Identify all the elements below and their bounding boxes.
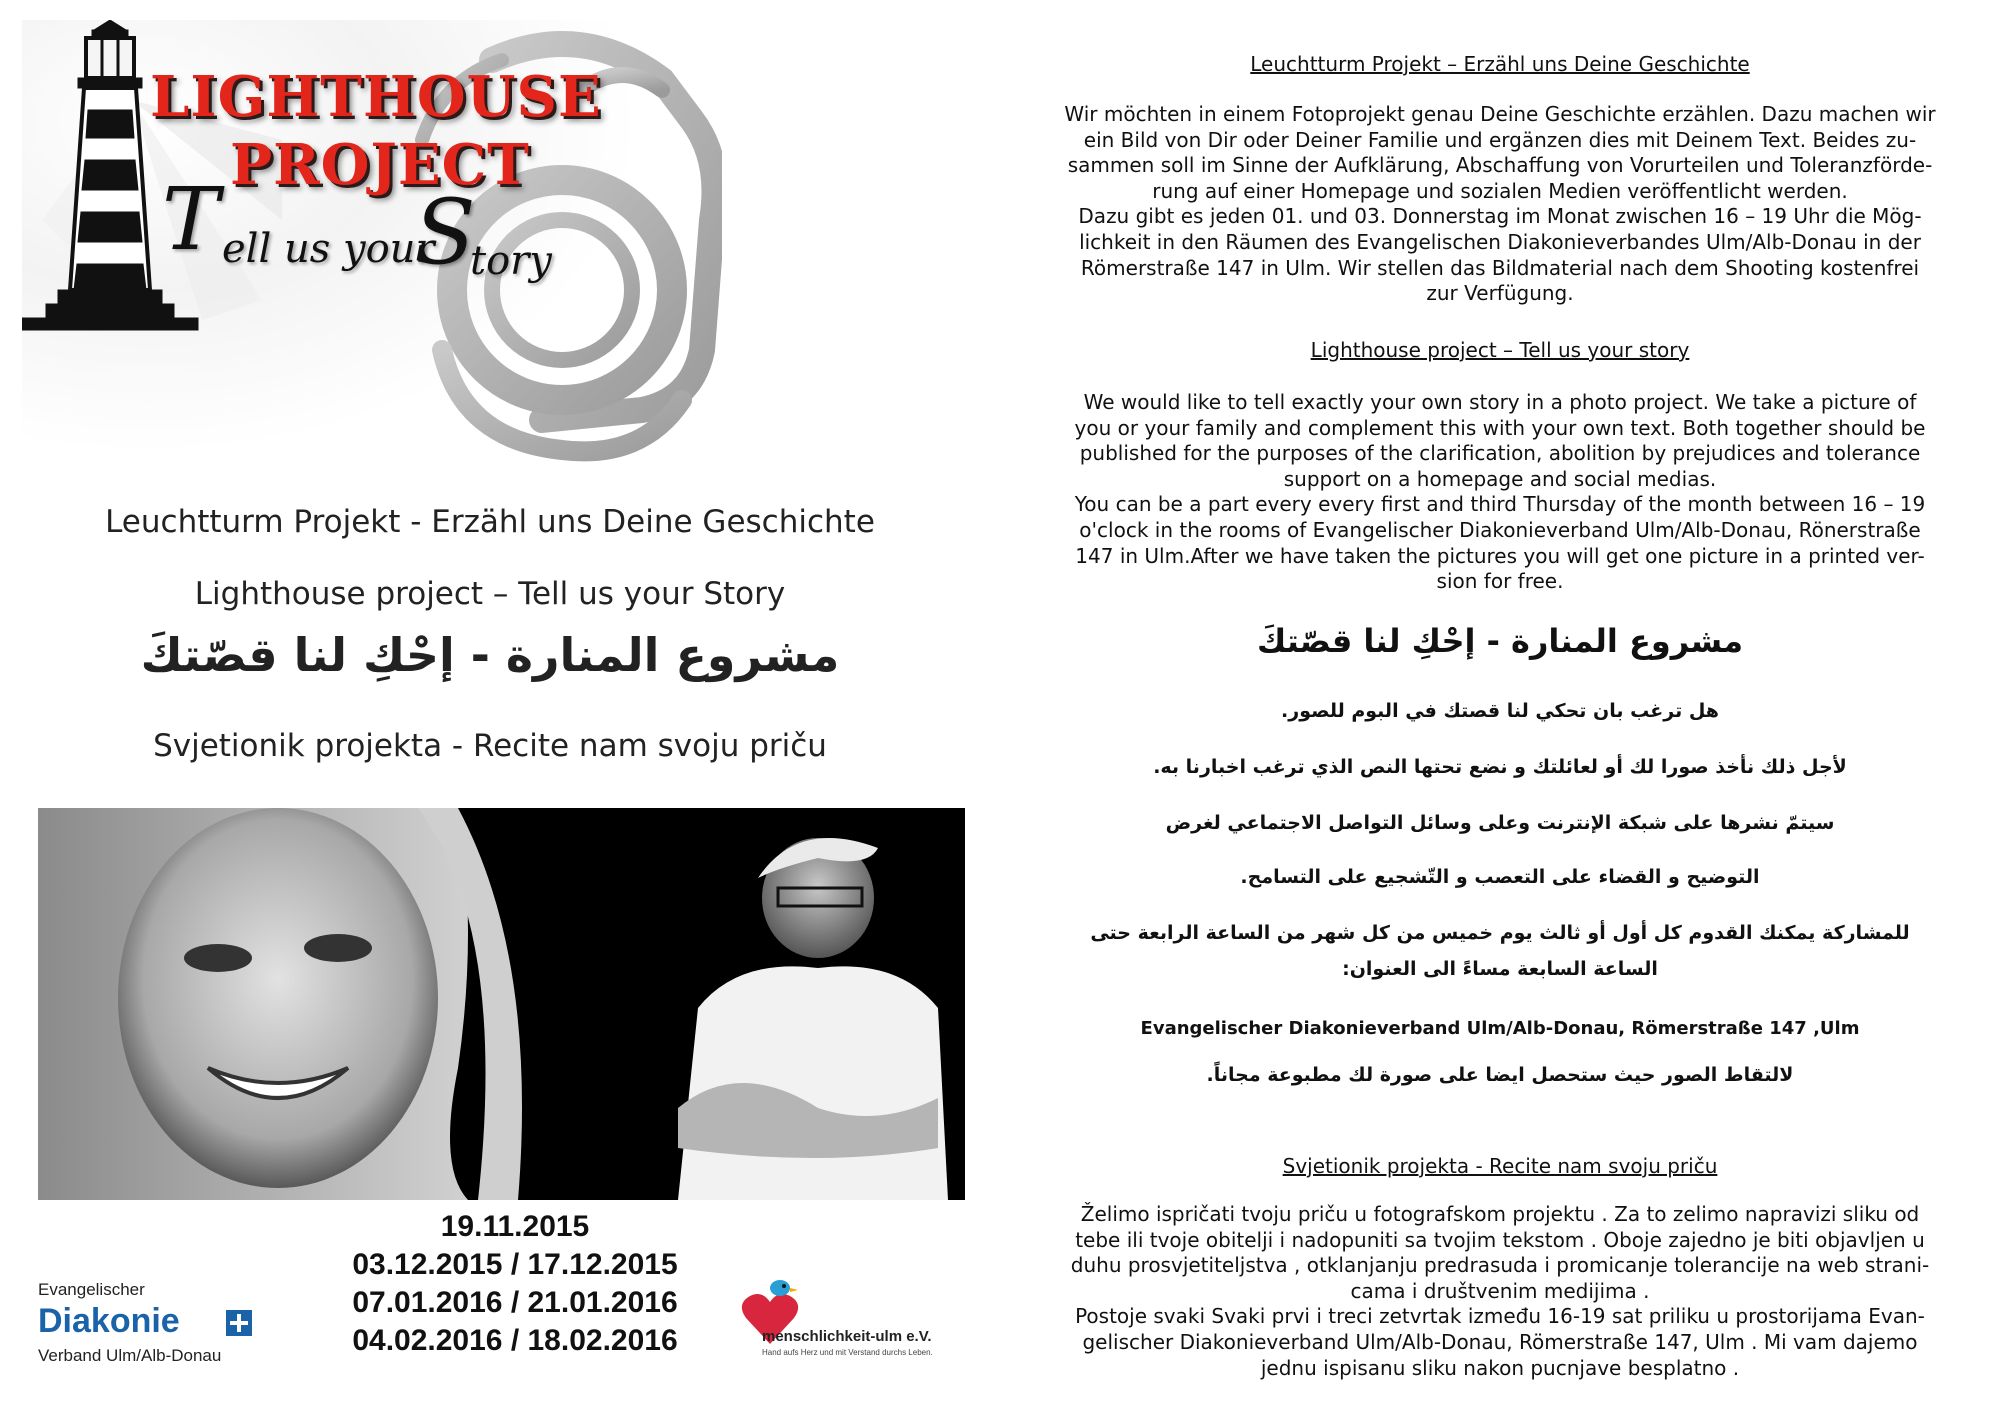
diakonie-logo-line1: Evangelischer: [38, 1280, 145, 1299]
paragraph-line: Želimo ispričati tvoju priču u fotografskom projektu . Za to zelimo napravizi sliku od: [1080, 1202, 1920, 1226]
title-arabic: مشروع المنارة - إحْكِ لنا قصّتكَ: [140, 628, 840, 682]
heading-english: Lighthouse project – Tell us your story: [1310, 338, 1690, 362]
title-english: Lighthouse project – Tell us your Story: [194, 576, 786, 612]
paragraph-line: sammen soll im Sinne der Aufklärung, Abschaffung von Vorurteilen und Toleranzförde-: [1067, 153, 1933, 178]
paragraph-line: zur Verfügung.: [1426, 281, 1574, 306]
menschlichkeit-logo: [740, 1270, 964, 1380]
diakonie-logo-line3: Verband Ulm/Alb-Donau: [38, 1346, 222, 1365]
arabic-line: لأجل ذلك نأخذ صورا لك أو لعائلتك و نضع تحتها النص الذي ترغب اخبارنا به.: [1153, 756, 1847, 778]
paragraph-line: gelischer Diakonieverband Ulm/Alb-Donau, Römerstraße 147, Ulm . Mi vam dajemo: [1082, 1329, 1918, 1354]
portrait-photo: [38, 808, 965, 1200]
paragraph-bosnian: [1030, 1202, 1970, 1381]
logo-script-tell-us-your: ell us your: [222, 226, 435, 272]
paragraph-line: Dazu gibt es jeden 01. und 03. Donnerstag im Monat zwischen 16 – 19 Uhr die Mög-: [1078, 204, 1922, 229]
diakonie-logo: [38, 1280, 268, 1370]
paragraph-line: rung auf einer Homepage und sozialen Medien veröffentlicht werden.: [1152, 178, 1848, 203]
paragraph-line: Postoje svaki Svaki prvi i treci zetvrtak između 16-19 sat priliku u prostorijama Evan-: [1075, 1304, 1925, 1329]
menschlichkeit-tagline: Hand aufs Herz und mit Verstand durchs Leben.: [762, 1348, 933, 1357]
date-line: 04.02.2016 / 18.02.2016: [352, 1324, 678, 1357]
logo-script-s: S: [414, 180, 476, 285]
logo-title-project: PROJECT: [230, 132, 530, 198]
logo-script-t: T: [162, 170, 220, 270]
date-line: 19.11.2015: [440, 1210, 590, 1243]
paragraph-line: lichkeit in den Räumen des Evangelischen Diakonieverbandes Ulm/Alb-Donau in der: [1079, 229, 1921, 254]
date-line: 03.12.2015 / 17.12.2015: [352, 1248, 678, 1281]
date-line: 07.01.2016 / 21.01.2016: [352, 1286, 678, 1319]
arabic-line: للمشاركة يمكنك القدوم كل أول أو ثالث يوم خميس من كل شهر من الساعة الرابعة حتى: [1090, 922, 1910, 944]
paragraph-line: ein Bild von Dir oder Deiner Familie und ergänzen dies mit Deinem Text. Beides zu-: [1083, 127, 1917, 152]
arabic-line: لالتقاط الصور حيث ستحصل ايضا على صورة لك مطبوعة مجاناً.: [1206, 1064, 1794, 1086]
paragraph-german: [1030, 102, 1970, 307]
paragraph-line: duhu prosvjetiteljstva , otklanjanju predrasuda i promicanje tolerancije na web strani-: [1070, 1253, 1930, 1278]
paragraph-line: published for the purposes of the clarification, abolition by prejudices and tolerance: [1079, 441, 1921, 466]
paragraph-line: You can be a part every every first and third Thursday of the month between 16 – 19: [1074, 492, 1926, 517]
logo-title-lighthouse: LIGHTHOUSE: [150, 64, 602, 130]
paragraph-line: tebe ili tvoje obitelji i nadopuniti sa tvojim tekstom . Oboje zajedno je biti objavljen u: [1075, 1227, 1925, 1252]
menschlichkeit-name: menschlichkeit-ulm e.V.: [762, 1328, 932, 1345]
arabic-line: التوضيح و القضاء على التعصب و التّشجيع على التسامح.: [1240, 866, 1760, 888]
heading-arabic: مشروع المنارة - إحْكِ لنا قصّتكَ: [1256, 622, 1744, 660]
paragraph-line: Römerstraße 147 in Ulm. Wir stellen das Bildmaterial nach dem Shooting kostenfrei: [1080, 255, 1920, 280]
paragraph-line: support on a homepage and social medias.: [1283, 466, 1717, 491]
portrait-photo-illustration: [38, 808, 965, 1200]
paragraph-line: you or your family and complement this with your own text. Both together should be: [1074, 415, 1926, 440]
paragraph-line: cama i društvenim medijima .: [1350, 1278, 1650, 1303]
title-german: Leuchtturm Projekt - Erzähl uns Deine Geschichte: [105, 504, 875, 540]
logo-script-story: tory: [470, 238, 552, 284]
diakonie-cross-icon: [226, 1310, 252, 1336]
title-bosnian: Svjetionik projekta - Recite nam svoju priču: [153, 728, 827, 764]
paragraph-line: jednu ispisanu sliku nakon pucnjave besplatno .: [1260, 1355, 1740, 1380]
date-list: [295, 1208, 735, 1360]
address-line: Evangelischer Diakonieverband Ulm/Alb-Donau, Römerstraße 147 ,Ulm: [1140, 1018, 1860, 1039]
arabic-line: الساعة السابعة مساءً الى العنوان:: [1342, 958, 1658, 980]
paragraph-line: 147 in Ulm.After we have taken the pictures you will get one picture in a printed ver-: [1075, 543, 1925, 568]
heading-german: Leuchtturm Projekt – Erzähl uns Deine Geschichte: [1250, 52, 1750, 76]
lighthouse-project-logo: [22, 20, 722, 490]
heading-bosnian: Svjetionik projekta - Recite nam svoju priču: [1282, 1154, 1718, 1178]
paragraph-line: sion for free.: [1436, 569, 1564, 594]
diakonie-logo-name: Diakonie: [38, 1302, 180, 1340]
arabic-line: سيتمّ نشرها على شبكة الإنترنت وعلى وسائل التواصل الاجتماعي لغرض: [1165, 812, 1835, 834]
paragraph-line: Wir möchten in einem Fotoprojekt genau Deine Geschichte erzählen. Dazu machen wir: [1064, 102, 1936, 126]
paragraph-line: o'clock in the rooms of Evangelischer Diakonieverband Ulm/Alb-Donau, Rönerstraße: [1079, 517, 1921, 542]
paragraph-english: [1030, 390, 1970, 595]
paragraph-line: We would like to tell exactly your own story in a photo project. We take a picture of: [1083, 390, 1917, 414]
arabic-line: هل ترغب بان تحكي لنا قصتك في البوم للصور.: [1281, 700, 1719, 722]
